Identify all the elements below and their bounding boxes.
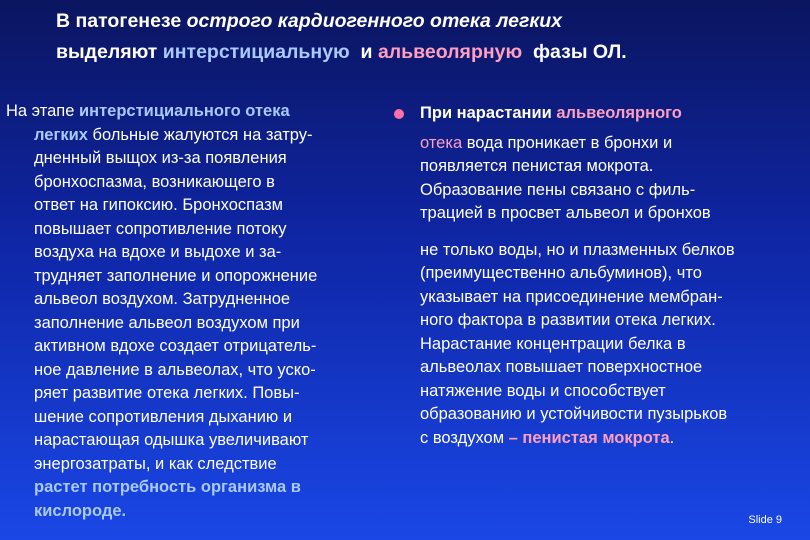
title-interstitial: интерстициальную xyxy=(162,41,350,63)
title-line-1 xyxy=(56,6,796,37)
right-line: (преимущественно альбуминов), что xyxy=(420,264,702,282)
right-heading-highlight: альвеолярного xyxy=(556,104,682,122)
left-column xyxy=(6,100,390,523)
left-line: воздуха на вдохе и выдохе и за- xyxy=(34,243,282,261)
left-line: повышает сопротивление потоку xyxy=(34,219,287,238)
right-highlight: – пенистая мокрота xyxy=(508,428,670,447)
right-line: образованию и устойчивости пузырьков xyxy=(420,405,728,423)
left-line: трудняет заполнение и опорожнение xyxy=(34,266,318,285)
left-conclusion: кислороде. xyxy=(34,501,127,520)
left-text: больные жалуются на затру- xyxy=(87,125,313,144)
left-line: шение сопротивления дыханию и xyxy=(34,407,293,426)
left-conclusion: растет потребность организма в xyxy=(34,478,301,496)
left-line: альвеол воздухом. Затрудненное xyxy=(34,290,291,308)
title-text: выделяют xyxy=(56,41,163,63)
right-highlight: отека xyxy=(420,133,463,152)
right-column xyxy=(394,102,804,450)
right-line: не только воды, но и плазменных белков xyxy=(420,240,735,259)
left-line: нарастающая одышка увеличивают xyxy=(34,431,309,449)
right-line xyxy=(420,132,804,156)
title-text: и xyxy=(349,41,378,63)
right-text: . xyxy=(669,428,675,447)
left-line: ное давление в альвеолах, что уско- xyxy=(34,360,316,379)
title-italic-text: острого кардиогенного отека легких xyxy=(186,10,563,32)
right-line: трацией в просвет альвеол и бронхов xyxy=(420,204,711,222)
left-highlight: интерстициального отека xyxy=(78,102,290,120)
right-line: Нарастание концентрации белка в xyxy=(420,334,686,353)
right-line: ного фактора в развитии отека легких. xyxy=(420,311,716,329)
left-line: дненный выщох из-за появления xyxy=(34,149,287,167)
left-line: энергозатраты, и как следствие xyxy=(34,454,277,473)
title-text: фазы ОЛ. xyxy=(522,41,627,63)
right-heading-text: При нарастании xyxy=(420,104,557,122)
title-text: В патогенезе xyxy=(56,10,187,32)
right-line: Образование пены связано с филь- xyxy=(420,180,696,199)
right-paragraph-1 xyxy=(394,132,804,226)
left-line: бронхоспазма, возникающего в xyxy=(34,172,275,191)
right-line: указывает на присоединение мембран- xyxy=(420,287,723,306)
right-text: с воздухом xyxy=(420,428,509,447)
left-line: ответ на гипоксию. Бронхоспазм xyxy=(34,196,283,214)
right-paragraph-2 xyxy=(394,239,804,451)
left-line: заполнение альвеол воздухом при xyxy=(34,313,300,332)
right-line xyxy=(420,427,804,451)
right-text: вода проникает в бронхи и xyxy=(462,133,673,152)
left-text: На этапе xyxy=(6,102,79,120)
bullet-icon xyxy=(394,109,404,119)
right-line: альвеолах повышает поверхностное xyxy=(420,358,703,376)
title-alveolar: альвеолярную xyxy=(377,41,523,63)
slide-title xyxy=(56,6,796,68)
left-line: ряет развитие отека легких. Повы- xyxy=(34,384,300,402)
left-highlight: легких xyxy=(34,125,88,144)
left-body xyxy=(6,124,390,524)
left-line xyxy=(6,100,390,124)
left-line: активном вдохе создает отрицатель- xyxy=(34,337,317,355)
right-line: появляется пенистая мокрота. xyxy=(420,157,654,175)
slide-number: Slide 9 xyxy=(748,514,782,526)
left-line xyxy=(34,124,390,148)
title-line-2 xyxy=(56,37,796,68)
right-line: натяжение воды и способствует xyxy=(420,381,666,400)
right-heading xyxy=(394,102,804,126)
